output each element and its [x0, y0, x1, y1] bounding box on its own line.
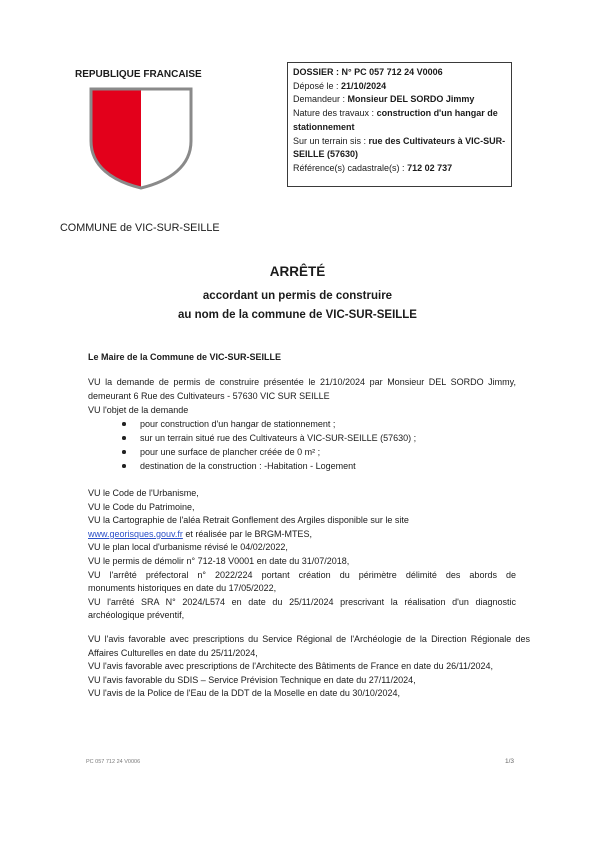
cadastre-label: Référence(s) cadastrale(s) : [293, 162, 405, 173]
dossier-number: DOSSIER : N° PC 057 712 24 V0006 [293, 67, 443, 77]
bullet-icon [122, 436, 126, 440]
depot-date-row [293, 80, 511, 94]
bullet-icon [122, 464, 126, 468]
list-item-text: sur un terrain situé rue des Cultivateurs à VIC-SUR-SEILLE (57630) ; [140, 433, 417, 443]
demande-visas [88, 375, 516, 473]
visa-line: archéologique préventif, [88, 610, 185, 621]
terrain-label: Sur un terrain sis : [293, 135, 367, 146]
demandeur-value: Monsieur DEL SORDO Jimmy [347, 94, 475, 105]
cadastre-row [293, 162, 511, 176]
visa-line: VU l'avis favorable avec prescriptions du Service Régional de l'Archéologie de la Direction Régionale des [88, 634, 530, 644]
shield-red-half [91, 89, 141, 188]
nature-travaux-value-continued: stationnement [293, 121, 355, 132]
bullet-icon [122, 450, 126, 454]
visa-line: VU l'avis favorable du SDIS – Service Prévision Technique en date du 27/11/2024, [88, 674, 416, 685]
commune-label: COMMUNE de VIC-SUR-SEILLE [60, 222, 220, 234]
avis-visas [88, 633, 530, 701]
visa-line: VU l'arrêté préfectoral n° 2022/224 portant création du périmètre délimité des abords de [88, 569, 516, 580]
coat-of-arms-shield-icon [88, 86, 194, 190]
demandeur-label: Demandeur : [293, 94, 346, 105]
visa-line: VU l'avis favorable avec prescriptions de l'Architecte des Bâtiments de France en date du 26/11/2024, [88, 661, 493, 672]
authority-heading: Le Maire de la Commune de VIC-SUR-SEILLE [88, 352, 282, 362]
depot-date-label: Déposé le : [293, 80, 339, 91]
list-item [88, 459, 516, 473]
visa-line: VU la Cartographie de l'aléa Retrait Gonflement des Argiles disponible sur le site [88, 515, 409, 526]
shield-white-half [141, 89, 191, 188]
document-subtitle-line-2: au nom de la commune de VIC-SUR-SEILLE [178, 309, 417, 321]
list-item-text: destination de la construction : -Habitation - Logement [140, 461, 356, 471]
terrain-row [293, 135, 511, 149]
visa-line: VU le plan local d'urbanisme révisé le 04/02/2022, [88, 542, 288, 553]
footer-reference: PC 057 712 24 V0006 [86, 759, 141, 765]
visa-line: demeurant 6 Rue des Cultivateurs - 57630 VIC SUR SEILLE [88, 391, 330, 401]
republic-label: REPUBLIQUE FRANCAISE [75, 69, 202, 80]
list-item [88, 445, 516, 459]
visa-line: VU l'avis de la Police de l'Eau de la DDT de la Moselle en date du 30/10/2024, [88, 688, 400, 699]
list-item-text: pour une surface de plancher créée de 0 m² ; [140, 447, 321, 457]
depot-date-value: 21/10/2024 [341, 80, 387, 91]
visa-line [88, 528, 516, 542]
visa-line: VU le Code du Patrimoine, [88, 501, 195, 512]
visa-line: VU la demande de permis de construire présentée le 21/10/2024 par Monsieur DEL SORDO Jimmy, [88, 377, 516, 387]
nature-travaux-row [293, 107, 511, 121]
demandeur-row [293, 93, 511, 107]
visa-line: Affaires Culturelles en date du 25/11/2024, [88, 647, 258, 658]
bullet-icon [122, 422, 126, 426]
document-title: ARRÊTÉ [269, 264, 326, 279]
visa-line: VU le Code de l'Urbanisme, [88, 488, 199, 498]
page-number: 1/3 [505, 758, 515, 765]
dossier-info-box [287, 62, 512, 187]
visa-line: VU le permis de démolir n° 712-18 V0001 en date du 31/07/2018, [88, 555, 350, 566]
list-item [88, 417, 516, 431]
nature-travaux-label: Nature des travaux : [293, 108, 375, 119]
terrain-value-continued: SEILLE (57630) [293, 149, 359, 160]
nature-travaux-value: construction d'un hangar de [376, 108, 498, 119]
objet-label: VU l'objet de la demande [88, 405, 189, 415]
visa-line-suffix: et réalisée par le BRGM-MTES, [185, 528, 312, 539]
list-item-text: pour construction d'un hangar de stationnement ; [140, 419, 336, 429]
list-item [88, 431, 516, 445]
terrain-value: rue des Cultivateurs à VIC-SUR- [368, 135, 506, 146]
legal-texts-visas [88, 487, 516, 623]
georisques-link[interactable]: www.georisques.gouv.fr [88, 528, 183, 539]
cadastre-value: 712 02 737 [407, 162, 453, 173]
visa-line: monuments historiques en date du 17/05/2022, [88, 583, 277, 594]
document-subtitle-line-1: accordant un permis de construire [202, 290, 393, 302]
visa-line: VU l'arrêté SRA N° 2024/L574 en date du 25/11/2024 prescrivant la réalisation d'un diagnostic [88, 596, 516, 607]
